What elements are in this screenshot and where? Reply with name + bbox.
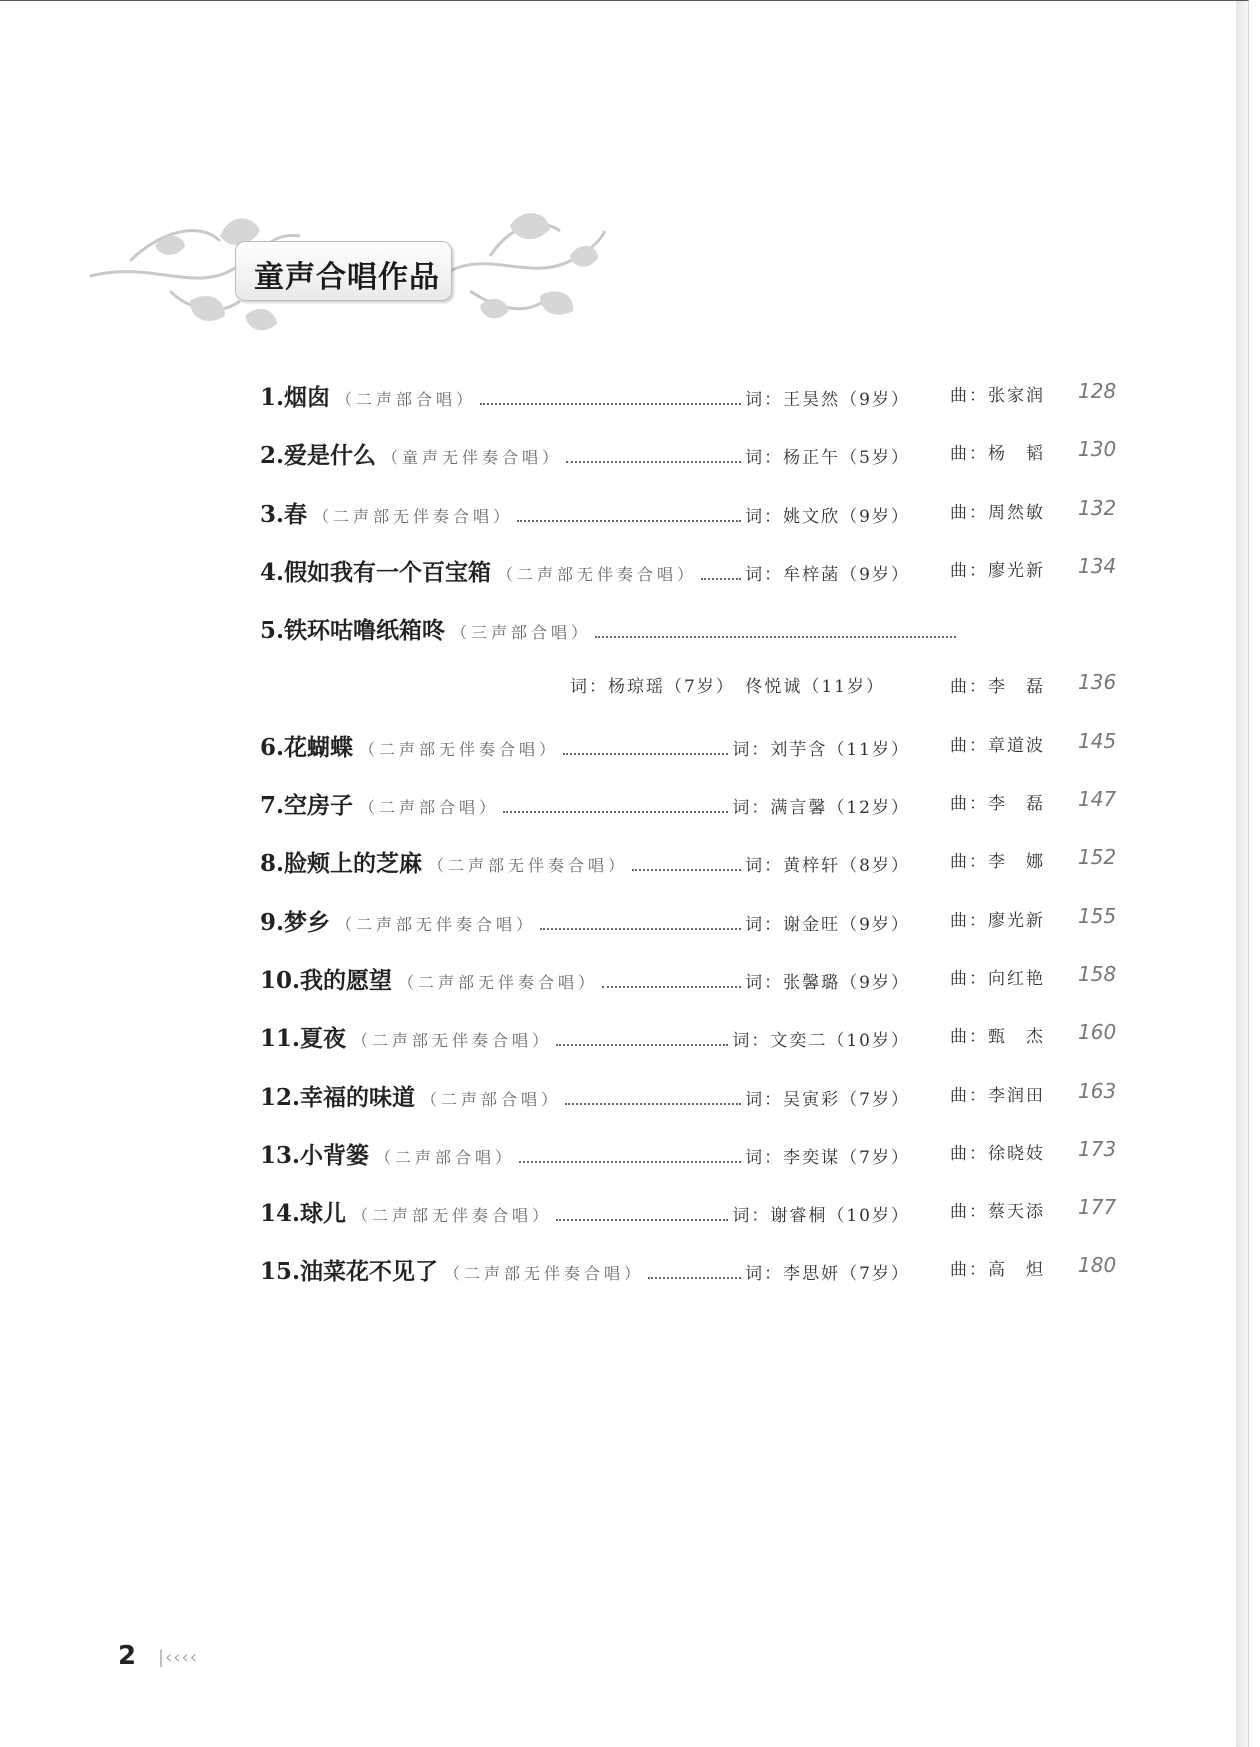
entry-number: 12. [260,1083,301,1111]
entry-page: 152 [1078,845,1117,870]
entry-composer: 曲：章道波 [950,735,1045,756]
entry-composer: 曲：杨 韬 [950,444,1045,465]
entry-title: 铁环咕噜纸箱咚 [284,617,446,645]
entry-title: 油菜花不见了 [300,1258,439,1286]
entry-note: （二声部无伴奏合唱） [352,1031,553,1051]
entry-composer: 曲：高 炟 [950,1260,1045,1281]
entry-note: （二声部合唱） [421,1089,562,1109]
entry-page: 173 [1078,1136,1117,1161]
entry-title: 幸福的味道 [300,1083,416,1111]
entry-lyricist: 词：谢金旺（9岁） [745,914,910,935]
leader-dots [602,986,741,988]
footer-page-number: 2 [118,1641,137,1671]
toc-entry[interactable] [260,1071,1117,1129]
entry-composer: 曲：徐晓妓 [950,1143,1045,1164]
leader-dots [480,403,741,405]
entry-note: （二声部无伴奏合唱） [336,914,537,934]
leader-dots [517,520,741,522]
entry-note: （二声部合唱） [336,390,477,409]
entry-page: 134 [1078,553,1117,578]
entry-lyricist: 词：吴寅彩（7岁） [745,1089,910,1110]
entry-page: 136 [1078,670,1117,695]
entry-lyricist: 词：王昊然（9岁） [745,390,910,410]
entry-title: 春 [284,500,308,528]
toc-entry[interactable] [260,546,1117,604]
leader-dots [632,869,741,871]
toc-entry[interactable] [260,1129,1117,1187]
leader-dots [701,578,741,580]
entry-composer: 曲：张家润 [950,386,1045,406]
entry-composer: 曲：李 磊 [950,677,1045,698]
toc-entry[interactable] [260,429,1117,487]
entry-title: 空房子 [284,792,354,820]
entry-title: 花蝴蝶 [284,733,354,761]
toc-entry[interactable] [260,896,1117,954]
entry-lyricist: 词：满言馨（12岁） [732,798,910,819]
entry-lyricist: 词：杨正午（5岁） [745,448,910,469]
leader-dots [503,811,728,813]
toc-entry[interactable] [260,1187,1117,1245]
entry-number: 11. [260,1025,301,1053]
entry-lyricist: 词：张馨璐（9岁） [745,972,910,993]
entry-title: 脸颊上的芝麻 [284,850,423,878]
entry-number: 8. [260,850,285,878]
entry-number: 13. [260,1141,301,1169]
leader-dots [556,1044,728,1046]
entry-note: （三声部合唱） [451,623,592,643]
toc-entry[interactable] [260,721,1117,779]
entry-title: 爱是什么 [284,442,377,470]
entry-note: （童声无伴奏合唱） [382,448,563,468]
entry-composer: 曲：廖光新 [950,560,1045,581]
entry-page: 147 [1078,787,1117,812]
entry-composer: 曲：李 娜 [950,852,1045,873]
leader-dots [540,928,741,930]
entry-lyricist: 词：文奕二（10岁） [732,1031,910,1052]
entry-lyricist: 词：谢睿桐（10岁） [732,1206,910,1227]
entry-page: 180 [1078,1253,1117,1278]
entry-page: 132 [1078,495,1117,520]
entry-lyricist: 词：李奕谋（7岁） [745,1147,910,1168]
entry-note: （二声部无伴奏合唱） [313,506,514,526]
entry-note: （二声部合唱） [359,798,500,818]
entry-composer: 曲：李 磊 [950,794,1045,815]
toc-entry[interactable] [260,779,1117,837]
entry-page: 155 [1078,903,1117,928]
entry-composer: 曲：廖光新 [950,910,1045,931]
entry-page: 160 [1078,1020,1117,1045]
leader-dots [519,1161,741,1163]
section-title-box [235,241,452,301]
toc-entry[interactable] [260,604,1110,662]
entry-note: （二声部无伴奏合唱） [352,1206,553,1226]
toc-entry[interactable] [260,1012,1117,1070]
entry-note: （二声部合唱） [375,1147,516,1167]
entry-page: 158 [1078,961,1117,986]
entry-lyricist: 词：黄梓轩（8岁） [745,856,910,877]
entry-page: 130 [1078,437,1117,462]
leader-dots [556,1219,728,1221]
toc-entry[interactable] [260,837,1117,895]
entry-number: 15. [260,1258,301,1286]
leader-dots [565,1103,741,1105]
entry-number: 1. [260,384,285,411]
entry-number: 10. [260,966,301,994]
entry-composer: 曲：蔡天添 [950,1202,1045,1223]
leader-dots [563,753,728,755]
entry-title: 小背篓 [300,1141,370,1169]
entry-composer: 曲：周然敏 [950,502,1045,523]
leader-dots [648,1277,741,1279]
entry-number: 5. [260,617,285,645]
entry-number: 3. [260,500,285,528]
toc-entry[interactable] [260,488,1117,546]
entry-number: 6. [260,733,285,761]
entry-title: 我的愿望 [300,966,393,994]
section-title: 童声合唱作品 [254,260,440,295]
entry-lyricist: 词：姚文欣（9岁） [745,506,910,527]
entry-number: 2. [260,442,285,470]
entry-number: 14. [260,1200,301,1228]
toc-entry[interactable] [260,954,1117,1012]
toc-entry[interactable] [260,1245,1117,1303]
entry-page: 177 [1078,1195,1117,1220]
entry-composer: 曲：向红艳 [950,968,1045,989]
entry-note: （二声部无伴奏合唱） [398,972,599,992]
entry-composer: 曲：李润田 [950,1085,1045,1106]
toc-entry-continuation[interactable] [260,662,1117,720]
entry-page: 128 [1078,379,1117,403]
entry-number: 7. [260,792,285,820]
entry-lyricist: 词：刘芋含（11岁） [732,739,910,760]
page-edge-shadow [1236,1,1248,1747]
entry-composer: 曲：甄 杰 [950,1027,1045,1048]
toc-entry[interactable] [260,371,1117,429]
entry-note: （二声部无伴奏合唱） [497,564,698,584]
table-of-contents [260,371,1117,1304]
entry-title: 梦乡 [284,908,331,936]
entry-number: 4. [260,558,285,586]
entry-title: 烟囱 [284,384,331,411]
footer-decoration: |‹‹‹‹ [158,1647,198,1668]
entry-note: （二声部无伴奏合唱） [428,856,629,876]
entry-number: 9. [260,908,285,936]
entry-note: （二声部无伴奏合唱） [359,739,560,759]
leader-dots [595,636,956,638]
entry-note: （二声部无伴奏合唱） [444,1264,645,1284]
entry-title: 球儿 [300,1200,347,1228]
entry-page: 145 [1078,728,1117,753]
entry-title: 夏夜 [300,1025,347,1053]
leader-dots [566,461,741,463]
entry-lyricist: 词：李思妍（7岁） [745,1264,910,1285]
entry-lyricist: 词：牟梓菡（9岁） [745,564,910,585]
entry-lyricist: 词：杨琼瑶（7岁） 佟悦诚（11岁） [570,677,885,698]
entry-title: 假如我有一个百宝箱 [284,558,492,586]
entry-page: 163 [1078,1078,1117,1103]
